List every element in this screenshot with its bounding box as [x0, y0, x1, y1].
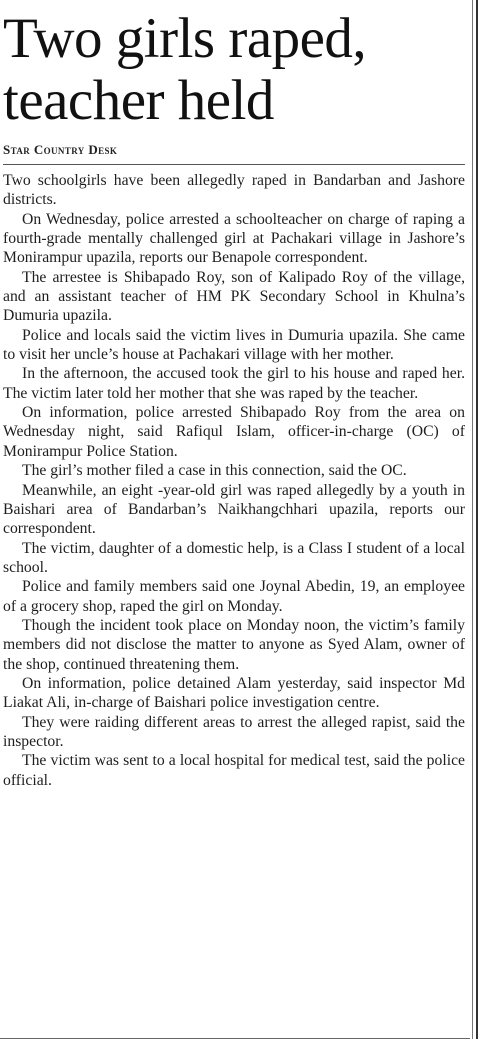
paragraph: Police and family members said one Joynal Abedin, 19, an employee of a grocery shop, raped the girl on Monday. — [3, 578, 465, 615]
paragraph: Though the incident took place on Monday noon, the victim’s family members did not disclose the matter to anyone as Syed Alam, owner of the shop, continued threatening them. — [3, 616, 465, 673]
paragraph: Two schoolgirls have been allegedly raped in Bandarban and Jashore districts. — [3, 172, 465, 209]
column-rule-inner — [472, 0, 473, 1039]
paragraph: The victim was sent to a local hospital for medical test, said the police official. — [3, 752, 465, 789]
paragraph: On Wednesday, police arrested a schoolteacher on charge of raping a fourth-grade mentally challenged girl at Pachakari village in Jashore’s Monirampur upazila, reports our Benapole correspondent. — [3, 210, 465, 267]
byline: Star Country Desk — [3, 142, 118, 157]
byline-divider — [3, 164, 465, 165]
paragraph: Meanwhile, an eight -year-old girl was raped allegedly by a youth in Baishari area of Bandarban’s Naikhangchhari upazila, reports our correspondent. — [3, 481, 465, 538]
headline: Two girls raped, teacher held — [3, 7, 367, 132]
article-body — [3, 171, 465, 790]
paragraph: The victim, daughter of a domestic help, is a Class I student of a local school. — [3, 539, 465, 576]
paragraph: In the afternoon, the accused took the girl to his house and raped her. The victim later told her mother that she was raped by the teacher. — [3, 365, 465, 402]
paragraph: The girl’s mother filed a case in this connection, said the OC. — [22, 462, 407, 480]
paragraph: On information, police detained Alam yesterday, said inspector Md Liakat Ali, in-charge of Baishari police investigation centre. — [3, 674, 465, 712]
paragraph: The arrestee is Shibapado Roy, son of Kalipado Roy of the village, and an assistant teacher of HM PK Secondary School in Khulna’s Dumuria upazila. — [3, 268, 465, 325]
paragraph: They were raiding different areas to arrest the alleged rapist, said the inspector. — [3, 713, 465, 750]
paragraph: On information, police arrested Shibapado Roy from the area on Wednesday night, said Rafiqul Islam, officer-in-charge (OC) of Monirampur Police Station. — [3, 404, 465, 460]
paragraph: Police and locals said the victim lives in Dumuria upazila. She came to visit her uncle’s house at Pachakari village with her mother. — [3, 326, 465, 364]
